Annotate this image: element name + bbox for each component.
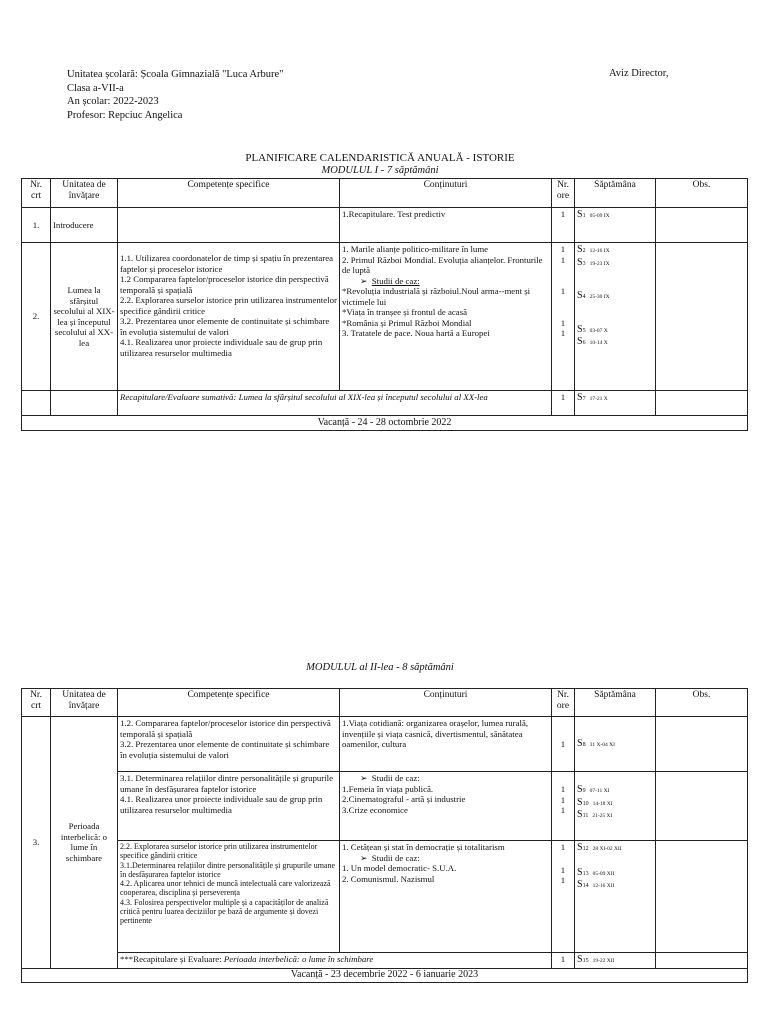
content-item: *Revoluția industrială și războiul.Noul arma--ment și victimele lui	[342, 286, 531, 307]
table-row	[22, 391, 748, 416]
col-week: Săptămâna	[575, 179, 656, 208]
row-competences	[118, 717, 340, 772]
row-hours: 1	[552, 391, 575, 416]
col-nr: Nr. crt	[22, 179, 51, 208]
table-row	[22, 717, 748, 772]
row-hours: 1	[552, 953, 575, 969]
teacher-name: Profesor: Repciuc Angelica	[67, 109, 183, 121]
row-competences	[118, 841, 340, 953]
arrow-bullet-icon: ➢	[360, 275, 368, 286]
col-obs: Obs.	[656, 689, 748, 717]
case-study-label: ➢ Studii de caz:	[360, 852, 420, 863]
row-nr: 3.	[22, 717, 51, 969]
vacation-row	[22, 416, 748, 431]
competence-item: 3.2. Prezentarea unor elemente de continuitate și schimbare în evoluția sistemului de valori	[120, 739, 330, 760]
row-nr: 1.	[22, 208, 51, 243]
vacation-text: Vacanță - 24 - 28 octombrie 2022	[22, 416, 748, 431]
row-obs	[656, 772, 748, 841]
row-content: 1.Recapitulare. Test predictiv	[340, 208, 552, 243]
row-obs	[656, 208, 748, 243]
row-unit: Lumea la sfârșitul secolului al XIX-lea și începutul secolului al XX-lea	[51, 243, 118, 391]
content-item: 2. Comunismul. Nazismul	[342, 873, 435, 884]
school-year: An școlar: 2022-2023	[67, 96, 159, 107]
col-unit: Unitatea de învățare	[51, 689, 118, 717]
bullet-icon: ➢	[360, 773, 368, 783]
content-item: 3. Tratatele de pace. Noua hartă a Europei	[342, 328, 490, 338]
table-row	[22, 208, 748, 243]
row-hours: 1 1 1 1 1	[552, 243, 575, 391]
content-item: 1.Femeia în viața publică.	[342, 783, 434, 794]
row-competences	[118, 243, 340, 391]
row-unit: Introducere	[51, 208, 118, 243]
director-approval: Aviz Director,	[609, 68, 669, 79]
content-item: 2.Cinematograful - artă și industrie	[342, 794, 466, 804]
col-competences: Competențe specifice	[118, 179, 340, 208]
row-competences	[118, 208, 340, 243]
col-contents: Conținuturi	[340, 179, 552, 208]
content-item: 3.Crize economice	[342, 804, 408, 815]
table-header-row	[22, 689, 748, 717]
content-item: 2. Primul Război Mondial. Evoluția alianțelor. Fronturile de luptă	[342, 254, 543, 275]
competence-item: 4.1. Realizarea unor proiecte individuale sau de grup prin utilizarea resurselor multimedia	[120, 337, 323, 358]
row-nr: 2.	[22, 243, 51, 391]
row-week: S15 19-22 XII	[575, 953, 656, 969]
col-obs: Obs.	[656, 179, 748, 208]
module2-table	[21, 688, 748, 983]
vacation-text: Vacanță - 23 decembrie 2022 - 6 ianuarie 2023	[22, 968, 748, 982]
col-contents: Conținuturi	[340, 689, 552, 717]
row-hours: 1 1 1	[552, 841, 575, 953]
content-item: *Viața în tranșee și frontul de acasă	[342, 307, 468, 317]
competence-item: 2.2. Explorarea surselor istorice prin utilizarea instrumentelor specifice gândirii critice	[120, 842, 318, 861]
competence-item: 1.2. Compararea faptelor/proceselor istorice din perspectivă temporală și spațială	[120, 718, 331, 739]
competence-item: 2.2. Explorarea surselor istorice prin utilizarea instrumentelor specifice gândirii critice	[120, 295, 337, 316]
content-item: *România și Primul Război Mondial	[342, 317, 472, 328]
table-row	[22, 772, 748, 841]
content-item: 1. Marile alianțe politico-militare în lume	[342, 244, 489, 254]
row-week: S2 12-16 IX S3 19-23 IX S4 25-30 IX S5 03-07 X S6 10-14 X	[575, 243, 656, 391]
col-week: Săptămâna	[575, 689, 656, 717]
content-item: 1. Cetățean și stat în democrație și totalitarism	[342, 842, 505, 852]
case-study-label: ➢ Studii de caz:	[360, 275, 420, 286]
case-study-label: ➢ Studii de caz:	[360, 773, 420, 783]
col-competences: Competențe specifice	[118, 689, 340, 717]
class-name: Clasa a-VII-a	[67, 82, 124, 94]
row-week: S1 05-09 IX	[575, 208, 656, 243]
vacation-row	[22, 968, 748, 982]
col-unit: Unitatea de învățare	[51, 179, 118, 208]
col-nr: Nr. crt	[22, 689, 51, 717]
row-unit: Perioada interbelică: o lume în schimbare	[51, 717, 118, 969]
row-competences	[118, 772, 340, 841]
col-hours: Nr. ore	[552, 179, 575, 208]
table-header-row	[22, 179, 748, 208]
competence-item: 3.1. Determinarea relațiilor dintre personalitățile și grupurile umane în desfășurarea faptelor istorice	[120, 773, 334, 794]
row-hours: 1 1 1	[552, 772, 575, 841]
recap-text: Recapitulare/Evaluare sumativă: Lumea la sfârșitul secolului al XIX-lea și începutul secolului al XX-lea	[118, 391, 552, 416]
competence-item: 1.2 Compararea faptelor/proceselor istorice din perspectivă temporală și spațială	[120, 274, 329, 295]
competence-item: 3.2. Prezentarea unor elemente de continuitate și schimbare în evoluția sistemului de valori	[120, 316, 330, 337]
competence-item: 3.1.Determinarea relațiilor dintre personalitățile și grupurile umane în desfășurarea faptelor istorice	[120, 860, 336, 879]
module1-subtitle: MODULUL I - 7 săptămâni	[321, 165, 439, 176]
row-week: S9 07-11 XI S10 14-18 XI S11 21-25 XI	[575, 772, 656, 841]
table-row	[22, 243, 748, 391]
recap-text: ***Recapitulare și Evaluare: Perioada interbelică: o lume în schimbare	[118, 953, 552, 969]
module2-subtitle: MODULUL al II-lea - 8 săptămâni	[306, 662, 454, 673]
row-obs	[656, 717, 748, 772]
document-title: PLANIFICARE CALENDARISTICĂ ANUALĂ - ISTORIE	[245, 152, 515, 164]
row-obs	[656, 841, 748, 953]
row-week: S8 31 X-04 XI	[575, 717, 656, 772]
competence-item: 4.1. Realizarea unor proiecte individuale sau de grup prin utilizarea resurselor multimedia	[120, 794, 323, 815]
row-week: S12 28 XI-02 XII S13 05-09 XII S14 12-16 XII	[575, 841, 656, 953]
competence-item: 4.2. Aplicarea unor tehnici de muncă intelectuală care valorizează cooperarea, disciplina și perseverența	[120, 879, 331, 898]
row-hours: 1	[552, 717, 575, 772]
table-row	[22, 953, 748, 969]
row-content	[340, 841, 552, 953]
row-week: S7 17-21 X	[575, 391, 656, 416]
row-content	[340, 772, 552, 841]
school-name: Unitatea școlară: Școala Gimnazială "Luca Arbure"	[67, 69, 284, 80]
competence-item: 1.1. Utilizarea coordonatelor de timp și spațiu în prezentarea faptelor și proceselor istorice	[120, 253, 333, 274]
document-header	[67, 68, 283, 122]
row-content	[340, 243, 552, 391]
col-hours: Nr. ore	[552, 689, 575, 717]
row-hours: 1	[552, 208, 575, 243]
table-row	[22, 841, 748, 953]
row-obs	[656, 243, 748, 391]
bullet-icon: ➢	[360, 852, 368, 863]
content-item: 1. Un model democratic- S.U.A.	[342, 863, 457, 873]
competence-item: 4.3. Folosirea perspectivelor multiple și a capacităților de analiză critică pentru luarea deciziilor pe bază de argumente și dovezi pertinente	[120, 897, 329, 926]
module1-table	[21, 178, 748, 431]
row-content: 1.Viața cotidiană: organizarea orașelor, lumea rurală, invențiile și viața casnică, divertismentul, sănătatea oamenilor, cultura	[340, 717, 552, 772]
